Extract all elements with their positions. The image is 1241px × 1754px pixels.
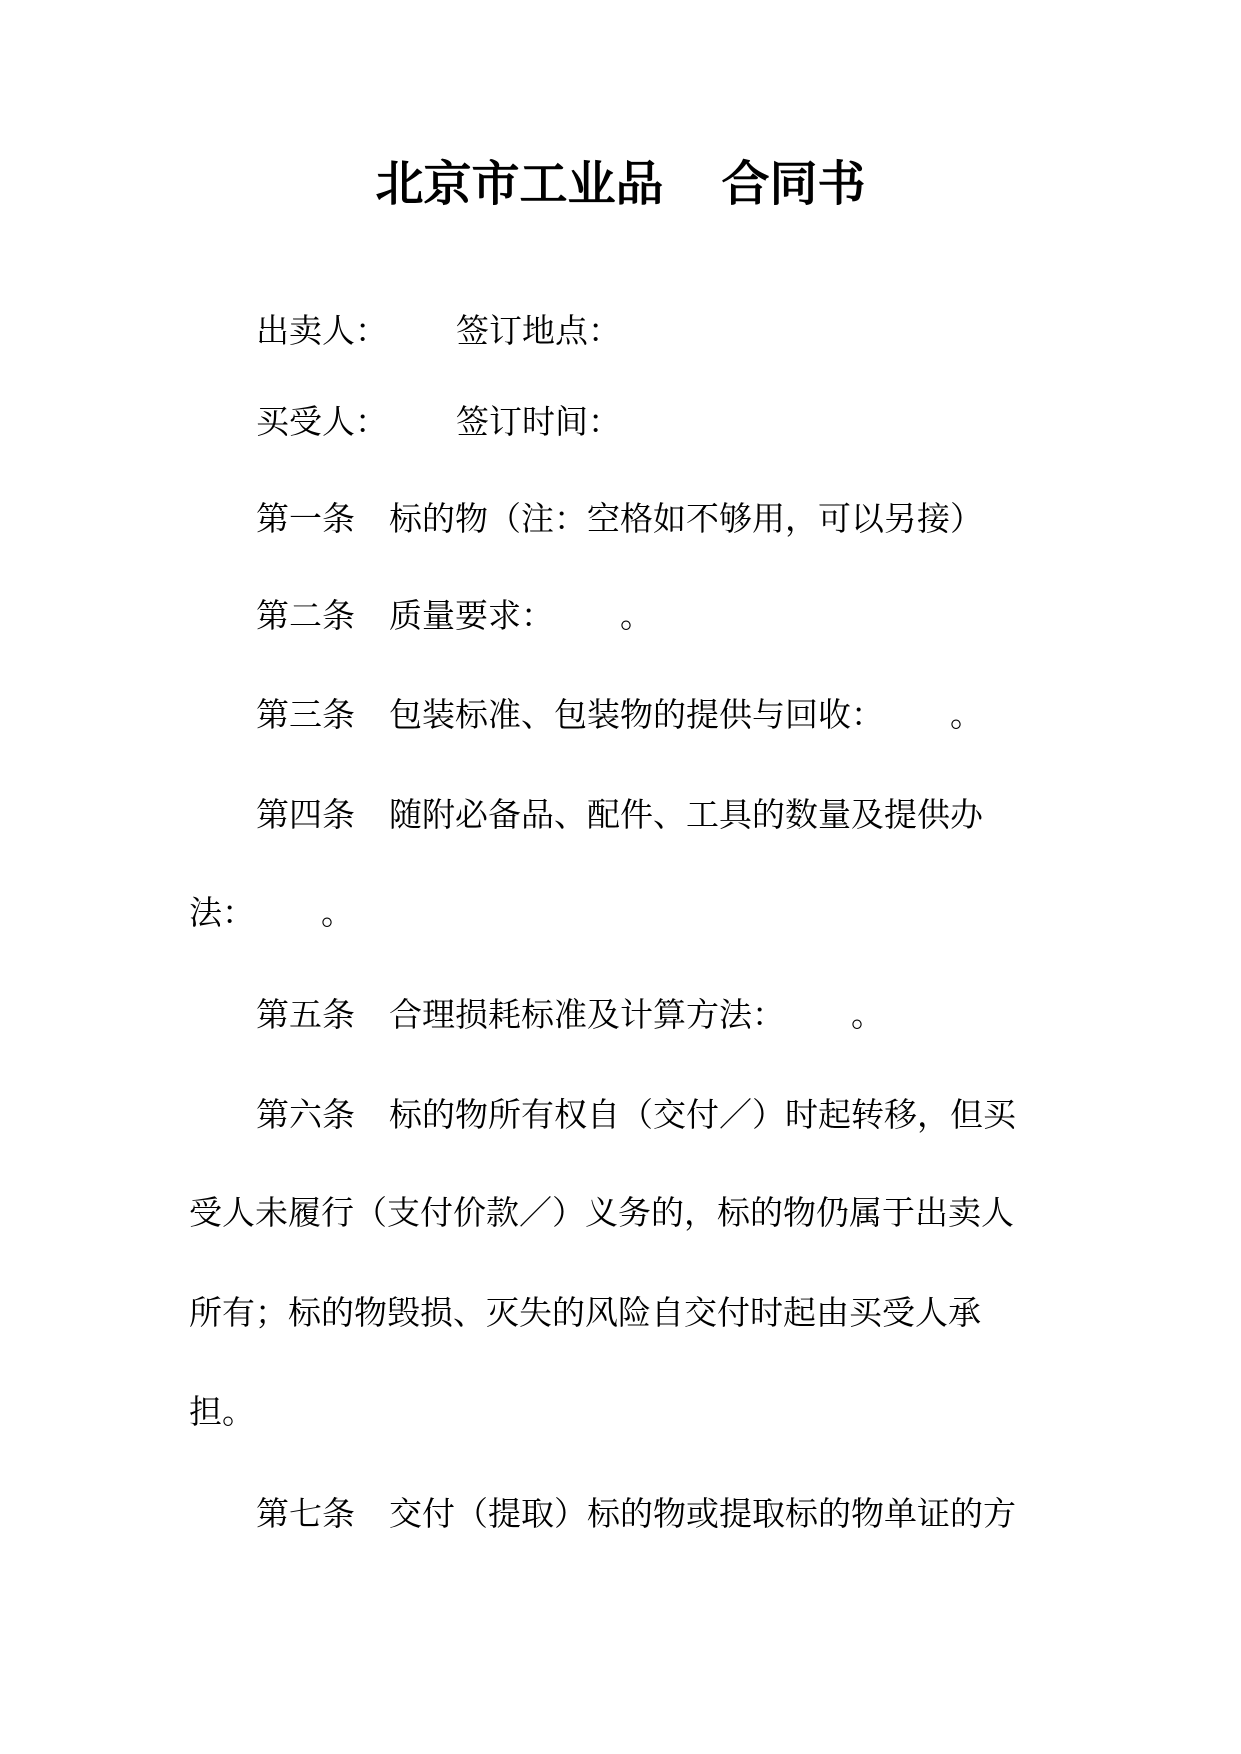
article-1-number: 第一条	[256, 499, 355, 538]
title-part-1: 北京市工业品	[375, 156, 664, 212]
sign-place-label: 签订地点：	[456, 311, 621, 350]
document-title	[0, 152, 1241, 216]
article-6-line-4: 担。	[189, 1392, 255, 1431]
article-5-text: 合理损耗标准及计算方法：	[389, 995, 785, 1034]
article-4-end: 。	[321, 893, 354, 932]
article-2	[256, 596, 653, 636]
article-3-end: 。	[950, 695, 983, 734]
article-3-number: 第三条	[256, 695, 355, 734]
article-4-cont-text: 法：	[189, 893, 255, 932]
article-2-text: 质量要求：	[389, 596, 554, 635]
title-part-2: 合同书	[721, 156, 866, 212]
article-7-text: 交付（提取）标的物或提取标的物单证的方	[389, 1494, 1016, 1533]
sign-time-label: 签订时间：	[456, 402, 621, 441]
article-1-text: 标的物（注：空格如不够用，可以另接）	[389, 499, 983, 538]
article-5-end: 。	[851, 995, 884, 1034]
article-3-text: 包装标准、包装物的提供与回收：	[389, 695, 884, 734]
article-1	[256, 499, 983, 539]
seller-line	[256, 311, 621, 351]
buyer-label: 买受人：	[256, 402, 388, 441]
article-4-number: 第四条	[256, 795, 355, 834]
article-5	[256, 995, 884, 1035]
article-6-line-2: 受人未履行（支付价款／）义务的，标的物仍属于出卖人	[189, 1193, 1014, 1232]
article-2-number: 第二条	[256, 596, 355, 635]
article-2-end: 。	[620, 596, 653, 635]
buyer-line	[256, 402, 621, 442]
article-6-text: 标的物所有权自（交付／）时起转移，但买	[389, 1095, 1016, 1134]
article-4	[256, 795, 983, 835]
article-7-number: 第七条	[256, 1494, 355, 1533]
article-6-number: 第六条	[256, 1095, 355, 1134]
article-4-continuation	[189, 893, 354, 933]
article-7	[256, 1494, 1016, 1534]
article-3	[256, 695, 983, 735]
article-5-number: 第五条	[256, 995, 355, 1034]
seller-label: 出卖人：	[256, 311, 388, 350]
article-4-text: 随附必备品、配件、工具的数量及提供办	[389, 795, 983, 834]
article-6	[256, 1095, 1016, 1135]
article-6-line-3: 所有；标的物毁损、灭失的风险自交付时起由买受人承	[189, 1293, 981, 1332]
